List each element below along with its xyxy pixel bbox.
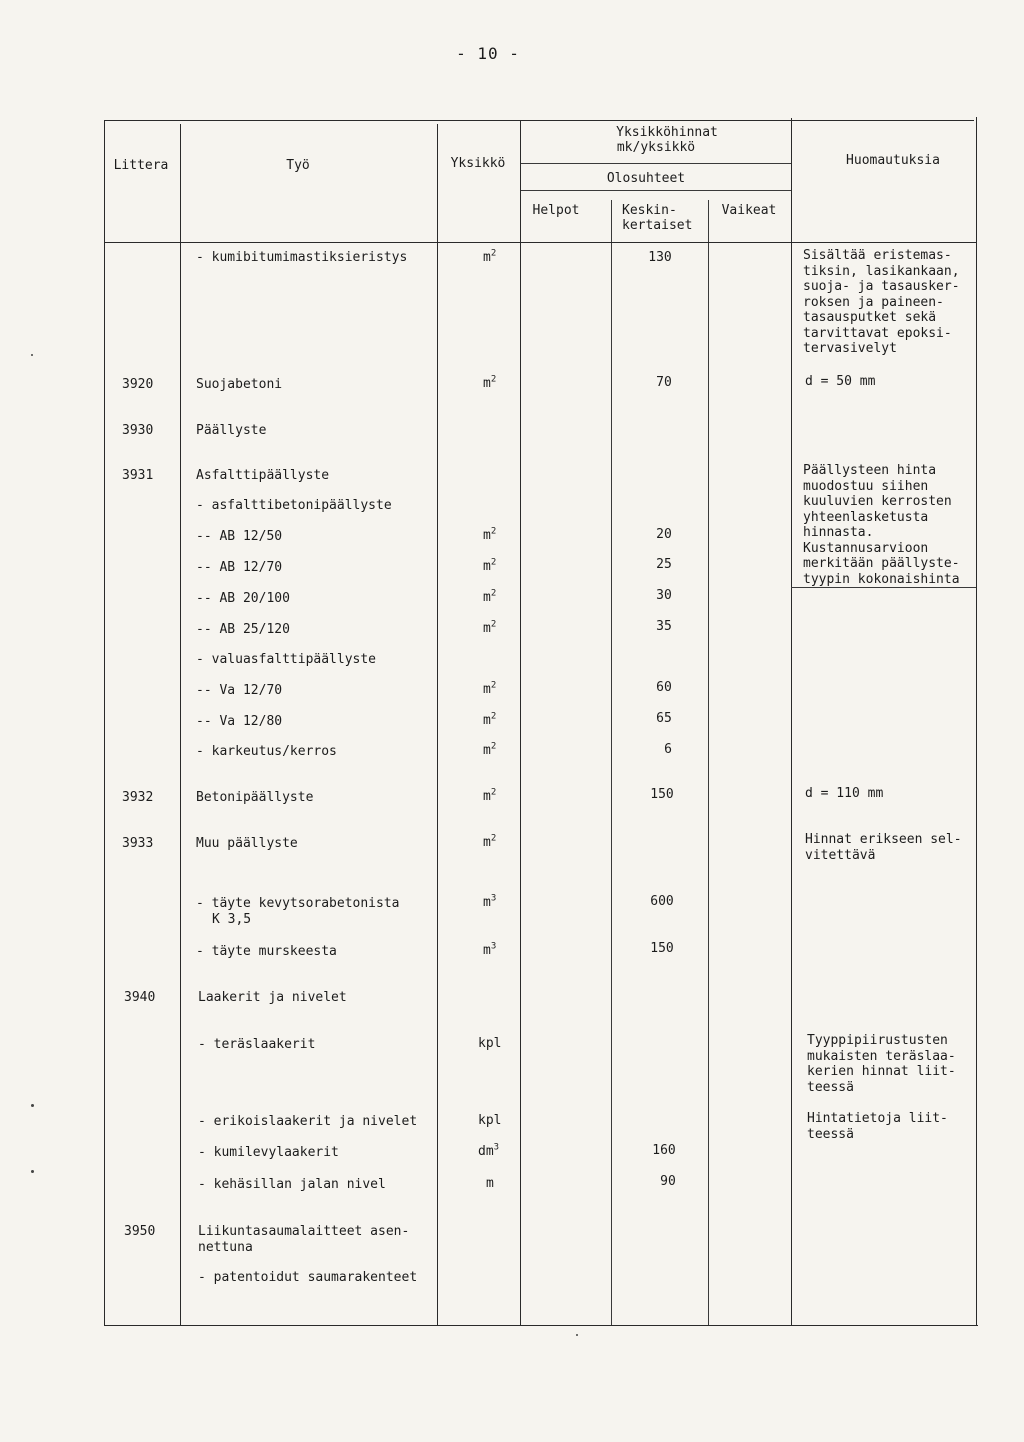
row-12-price: 6 <box>664 742 672 757</box>
row-0-note <box>803 248 960 357</box>
note-line: Päällysteen hinta <box>803 463 937 478</box>
note-line: muodostuu siihen <box>803 478 929 494</box>
header-keskin-1: Keskin- <box>622 203 677 218</box>
row-2-tyo: Päällyste <box>196 423 267 438</box>
row-6-tyo: -- AB 12/70 <box>196 560 283 575</box>
row-6-unit: $m^2$ <box>483 557 497 574</box>
note-line: tyypin kokonaishinta <box>803 571 960 587</box>
row-17-littera: 3940 <box>124 990 156 1005</box>
tyo-line: - täyte kevytsorabetonista <box>196 896 400 911</box>
row-11-unit: $m^2$ <box>483 711 497 728</box>
row-20-price: 160 <box>652 1143 676 1158</box>
note-line: yhteenlasketusta <box>803 509 929 525</box>
row-21-unit: m <box>486 1176 494 1191</box>
note-line: merkitään päällyste- <box>803 556 960 571</box>
note-line: tarvittavat epoksi- <box>803 325 952 341</box>
row-8-tyo: -- AB 25/120 <box>196 622 290 637</box>
header-yksikkohinnat-2: mk/yksikkö <box>616 140 696 155</box>
note-line: hinnasta. <box>803 525 874 540</box>
note-line: Hinnat erikseen sel- <box>805 832 962 847</box>
table-right-border <box>976 117 977 1326</box>
header-littera: Littera <box>113 158 169 173</box>
row-0-tyo: - kumibitumimastiksieristys <box>196 250 408 265</box>
note-line: vitettävä <box>805 847 876 863</box>
row-20-tyo: - kumilevylaakerit <box>198 1145 339 1160</box>
header-helpot: Helpot <box>532 203 580 218</box>
row-21-tyo: - kehäsillan jalan nivel <box>198 1177 386 1192</box>
row-4-tyo: - asfalttibetonipäällyste <box>196 498 392 513</box>
row-19-unit: kpl <box>478 1113 502 1128</box>
row-14-littera: 3933 <box>122 836 154 851</box>
row-14-note <box>805 832 962 863</box>
note-line: suoja- ja tasausker- <box>803 279 960 294</box>
row-5-unit: $m^2$ <box>483 526 497 543</box>
row-17-tyo: Laakerit ja nivelet <box>198 990 347 1005</box>
row-23-tyo: - patentoidut saumarakenteet <box>198 1270 418 1285</box>
note-line: teessä <box>807 1079 854 1095</box>
row-18-note <box>807 1033 956 1095</box>
scan-speck <box>31 1104 34 1107</box>
header-line-sub <box>521 190 791 191</box>
row-13-littera: 3932 <box>122 790 154 805</box>
row-9-tyo: - valuasfalttipäällyste <box>196 652 377 667</box>
row-0-price: 130 <box>648 250 672 265</box>
row-1-littera: 3920 <box>122 377 154 392</box>
col-divider-vaikeat <box>791 118 792 1325</box>
row-12-unit: $m^2$ <box>483 741 497 758</box>
row-2-littera: 3930 <box>122 423 154 438</box>
row-1-price: 70 <box>656 375 672 390</box>
table-bottom-border <box>104 1325 978 1326</box>
row-19-note <box>807 1111 948 1142</box>
row-6-price: 25 <box>656 557 672 572</box>
note-line: mukaisten teräslaa- <box>807 1048 956 1064</box>
row-13-tyo: Betonipäällyste <box>196 790 314 805</box>
note-line: Kustannusarvioon <box>803 540 929 556</box>
header-tyo: Työ <box>286 158 310 173</box>
row-3-note <box>803 463 960 587</box>
row-16-unit: $m^3$ <box>483 941 497 958</box>
row-14-tyo: Muu päällyste <box>196 836 298 851</box>
row-16-tyo: - täyte murskeesta <box>196 944 337 959</box>
row-1-note: d = 50 mm <box>805 374 876 389</box>
row-12-tyo: - karkeutus/kerros <box>196 744 337 759</box>
note-line: Hintatietoja liit- <box>807 1111 948 1126</box>
row-7-tyo: -- AB 20/100 <box>196 591 290 606</box>
row-3-littera: 3931 <box>122 468 154 483</box>
header-yksikko: Yksikkö <box>450 156 506 171</box>
row-15-price: 600 <box>650 894 674 909</box>
note-line: tervasivelyt <box>803 341 897 356</box>
row-13-note: d = 110 mm <box>805 786 884 801</box>
row-19-tyo: - erikoislaakerit ja nivelet <box>198 1114 418 1129</box>
row-1-unit: $m^2$ <box>483 374 497 391</box>
row-18-tyo: - teräslaakerit <box>198 1037 316 1052</box>
scan-speck <box>31 1170 34 1173</box>
row-1-tyo: Suojabetoni <box>196 377 283 392</box>
note-line: kuuluvien kerrosten <box>803 494 952 509</box>
row-14-unit: $m^2$ <box>483 833 497 850</box>
note-line: Tyyppipiirustusten <box>807 1033 948 1048</box>
col-divider-tyo <box>437 124 438 1325</box>
page-number: - 10 - <box>456 44 520 63</box>
col-divider-helpot <box>611 200 612 1325</box>
row-8-price: 35 <box>656 619 672 634</box>
header-line-olosuhteet <box>521 163 791 164</box>
row-10-tyo: -- Va 12/70 <box>196 683 283 698</box>
col-divider-keskin <box>708 200 709 1325</box>
row-20-unit: $dm^3$ <box>478 1142 500 1159</box>
header-yksikkohinnat-1: Yksikköhinnat <box>616 125 718 140</box>
row-13-price: 150 <box>650 787 674 802</box>
row-21-price: 90 <box>660 1174 676 1189</box>
row-7-unit: $m^2$ <box>483 588 497 605</box>
row-15-tyo <box>196 896 400 927</box>
row-8-unit: $m^2$ <box>483 619 497 636</box>
table-top-border <box>104 120 974 121</box>
row-5-tyo: -- AB 12/50 <box>196 529 283 544</box>
note-line: Sisältää eristemas- <box>803 248 952 263</box>
row-16-price: 150 <box>650 941 674 956</box>
header-olosuhteet: Olosuhteet <box>606 171 686 186</box>
tyo-line: nettuna <box>198 1239 253 1255</box>
row-11-tyo: -- Va 12/80 <box>196 714 283 729</box>
row-13-unit: $m^2$ <box>483 787 497 804</box>
col-divider-yksikko <box>520 120 521 1325</box>
scan-speck <box>576 1334 578 1336</box>
scan-speck <box>31 354 33 356</box>
row-22-littera: 3950 <box>124 1224 156 1239</box>
row-5-price: 20 <box>656 527 672 542</box>
header-bottom-line <box>104 242 976 243</box>
header-huomautuksia: Huomautuksia <box>846 153 940 168</box>
row-7-price: 30 <box>656 588 672 603</box>
row-10-price: 60 <box>656 680 672 695</box>
note-line: tiksin, lasikankaan, <box>803 263 960 279</box>
row-0-unit: $m^2$ <box>483 248 497 265</box>
note-line: tasausputket sekä <box>803 310 937 325</box>
col-divider-littera <box>180 124 181 1325</box>
row-10-unit: $m^2$ <box>483 680 497 697</box>
header-keskin-2: kertaiset <box>622 218 693 233</box>
row-18-unit: kpl <box>478 1036 502 1051</box>
tyo-line: Liikuntasaumalaitteet asen- <box>198 1224 410 1239</box>
note-line: teessä <box>807 1126 854 1142</box>
row-15-unit: $m^3$ <box>483 893 497 910</box>
note-line: kerien hinnat liit- <box>807 1064 956 1079</box>
tyo-line: K 3,5 <box>212 911 252 927</box>
row-11-price: 65 <box>656 711 672 726</box>
header-vaikeat: Vaikeat <box>721 203 777 218</box>
table-left-border <box>104 120 105 1326</box>
note-underline <box>791 587 976 588</box>
note-line: roksen ja paineen- <box>803 294 944 310</box>
row-3-tyo: Asfalttipäällyste <box>196 468 330 483</box>
row-22-tyo <box>198 1224 409 1255</box>
